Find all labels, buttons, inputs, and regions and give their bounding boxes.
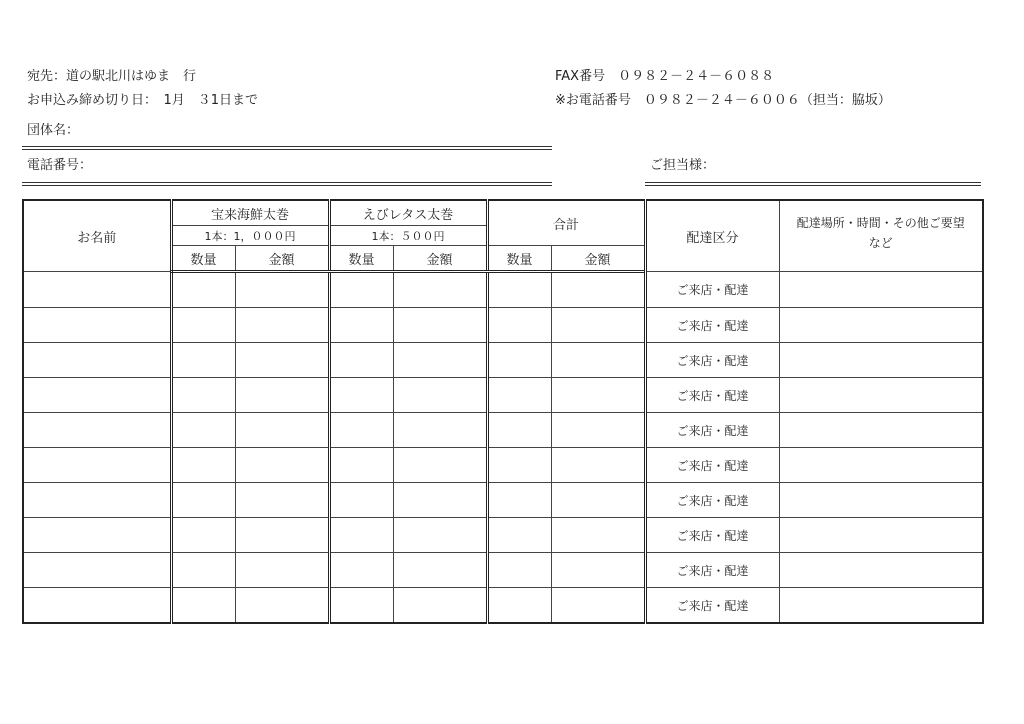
total-qty-cell[interactable] [487,413,551,448]
delivery-place-cell[interactable] [779,553,983,588]
total-amount-cell[interactable] [551,413,645,448]
delivery-type-cell[interactable]: ご来店・配達 [645,272,779,308]
name-cell[interactable] [23,343,171,378]
product1-amount-cell[interactable] [235,413,329,448]
order-rows [23,272,983,624]
product1-amount-cell[interactable] [235,518,329,553]
product1-qty-cell[interactable] [171,272,235,308]
product2-amount-cell[interactable] [393,588,487,624]
phone-field-label: 電話番号： [27,158,93,173]
total-qty-cell[interactable] [487,308,551,343]
delivery-type-cell[interactable]: ご来店・配達 [645,448,779,483]
delivery-place-cell[interactable] [779,448,983,483]
product1-amount-cell[interactable] [235,448,329,483]
table-row [23,553,983,588]
product2-qty-cell[interactable] [329,308,393,343]
product1-amount-cell[interactable] [235,483,329,518]
product1-amount-header: 金額 [235,246,329,272]
total-amount-cell[interactable] [551,553,645,588]
product2-amount-cell[interactable] [393,518,487,553]
product1-qty-cell[interactable] [171,308,235,343]
total-amount-cell[interactable] [551,483,645,518]
product2-amount-cell[interactable] [393,413,487,448]
phone-number: ※お電話番号 ０９８２－２４－６００６（担当：脇坂） [555,93,891,108]
delivery-type-header: 配達区分 [645,200,779,272]
name-cell[interactable] [23,413,171,448]
delivery-place-cell[interactable] [779,483,983,518]
product1-amount-cell[interactable] [235,308,329,343]
contact-person-field[interactable] [645,182,981,186]
product2-amount-cell[interactable] [393,448,487,483]
name-cell[interactable] [23,483,171,518]
product2-qty-cell[interactable] [329,518,393,553]
table-row [23,272,983,308]
total-amount-cell[interactable] [551,588,645,624]
total-header: 合計 [487,200,645,246]
total-amount-cell[interactable] [551,378,645,413]
product2-qty-header: 数量 [329,246,393,272]
product1-qty-cell[interactable] [171,483,235,518]
product2-qty-cell[interactable] [329,343,393,378]
total-amount-cell[interactable] [551,308,645,343]
delivery-place-cell[interactable] [779,518,983,553]
total-qty-header: 数量 [487,246,551,272]
delivery-type-cell[interactable]: ご来店・配達 [645,483,779,518]
total-qty-cell[interactable] [487,483,551,518]
product2-name: えびレタス太巻 [329,200,487,226]
product1-qty-cell[interactable] [171,378,235,413]
name-cell[interactable] [23,308,171,343]
product2-amount-cell[interactable] [393,308,487,343]
name-cell[interactable] [23,448,171,483]
delivery-place-cell[interactable] [779,308,983,343]
total-qty-cell[interactable] [487,553,551,588]
delivery-type-cell[interactable]: ご来店・配達 [645,518,779,553]
product1-qty-cell[interactable] [171,588,235,624]
total-qty-cell[interactable] [487,518,551,553]
product1-amount-cell[interactable] [235,588,329,624]
product1-price: 1本：1，０００円 [171,226,329,246]
product1-qty-cell[interactable] [171,553,235,588]
recipient-text: 宛先：道の駅北川はゆま 行 [27,69,197,84]
product1-qty-cell[interactable] [171,448,235,483]
product2-amount-cell[interactable] [393,483,487,518]
delivery-type-cell[interactable]: ご来店・配達 [645,553,779,588]
product1-amount-cell[interactable] [235,378,329,413]
table-row [23,483,983,518]
product1-qty-cell[interactable] [171,413,235,448]
name-cell[interactable] [23,518,171,553]
delivery-place-cell[interactable] [779,588,983,624]
product2-qty-cell[interactable] [329,272,393,308]
product2-amount-header: 金額 [393,246,487,272]
delivery-place-cell[interactable] [779,413,983,448]
total-amount-cell[interactable] [551,272,645,308]
delivery-place-cell[interactable] [779,343,983,378]
product2-amount-cell[interactable] [393,553,487,588]
group-name-field[interactable] [22,146,552,150]
product1-amount-cell[interactable] [235,553,329,588]
delivery-type-cell[interactable]: ご来店・配達 [645,588,779,624]
product1-amount-cell[interactable] [235,272,329,308]
delivery-type-cell[interactable]: ご来店・配達 [645,343,779,378]
name-cell[interactable] [23,553,171,588]
total-qty-cell[interactable] [487,448,551,483]
product2-price: 1本：５００円 [329,226,487,246]
name-cell[interactable] [23,588,171,624]
product2-amount-cell[interactable] [393,378,487,413]
total-amount-cell[interactable] [551,343,645,378]
name-header: お名前 [23,200,171,272]
product2-qty-cell[interactable] [329,413,393,448]
product2-qty-cell[interactable] [329,588,393,624]
name-cell[interactable] [23,378,171,413]
table-row [23,588,983,624]
deadline-text: お申込み締め切り日： 1月 ３1日まで [27,93,259,108]
delivery-place-cell[interactable] [779,378,983,413]
total-qty-cell[interactable] [487,343,551,378]
product1-amount-cell[interactable] [235,343,329,378]
table-row [23,308,983,343]
table-row [23,343,983,378]
total-amount-header: 金額 [551,246,645,272]
order-table [22,199,984,624]
table-row [23,518,983,553]
table-row [23,378,983,413]
product2-amount-cell[interactable] [393,272,487,308]
product1-qty-header: 数量 [171,246,235,272]
contact-person-label: ご担当様： [650,158,716,173]
delivery-type-cell[interactable]: ご来店・配達 [645,413,779,448]
total-amount-cell[interactable] [551,448,645,483]
group-name-label: 団体名： [27,123,80,138]
product2-qty-cell[interactable] [329,378,393,413]
product1-qty-cell[interactable] [171,518,235,553]
table-row [23,448,983,483]
delivery-type-cell[interactable]: ご来店・配達 [645,308,779,343]
name-cell[interactable] [23,272,171,308]
delivery-place-header [779,200,983,272]
delivery-place-cell[interactable] [779,272,983,308]
total-qty-cell[interactable] [487,378,551,413]
total-amount-cell[interactable] [551,518,645,553]
delivery-place-header-line1: 配達場所・時間・その他ご要望 [796,216,965,230]
phone-input-field[interactable] [22,182,552,186]
fax-number: FAX番号 ０９８２－２４－６０８８ [555,69,775,84]
table-row [23,413,983,448]
product2-amount-cell[interactable] [393,343,487,378]
delivery-type-cell[interactable]: ご来店・配達 [645,378,779,413]
delivery-place-header-line2: など [868,236,893,250]
product2-qty-cell[interactable] [329,483,393,518]
total-qty-cell[interactable] [487,588,551,624]
total-qty-cell[interactable] [487,272,551,308]
product2-qty-cell[interactable] [329,448,393,483]
product1-qty-cell[interactable] [171,343,235,378]
product1-name: 宝来海鮮太巻 [171,200,329,226]
product2-qty-cell[interactable] [329,553,393,588]
